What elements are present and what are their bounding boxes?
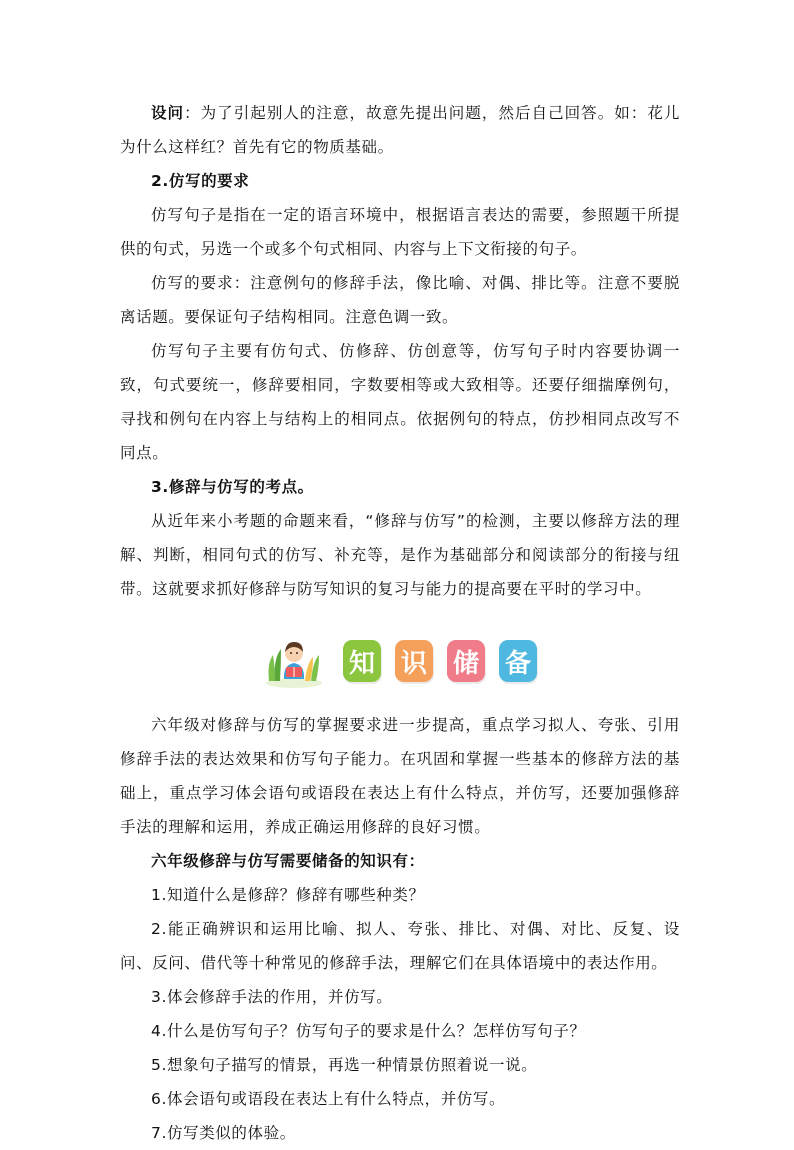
knowledge-intro-paragraph: 六年级对修辞与仿写的掌握要求进一步提高，重点学习拟人、夸张、引用修辞手法的表达效果和仿写句子能力。在巩固和掌握一些基本的修辞方法的基础上，重点学习体会语句或语段在表达上有什么特点，并仿写，还要加强修辞手法的理解和运用，养成正确运用修辞的良好习惯。 xyxy=(120,716,680,836)
section-2-paragraph-2: 仿写的要求：注意例句的修辞手法，像比喻、对偶、排比等。注意不要脱离话题。要保证句子结构相同。注意色调一致。 xyxy=(120,274,680,326)
banner-tile-chu: 储 xyxy=(447,640,485,682)
knowledge-list-heading: 六年级修辞与仿写需要储备的知识有： xyxy=(151,852,425,870)
knowledge-list-item: 4.什么是仿写句子？仿写句子的要求是什么？怎样仿写句子？ xyxy=(151,1022,586,1040)
rhetorical-question-term: 设问 xyxy=(151,104,185,122)
section-2-heading: 2.仿写的要求 xyxy=(151,172,250,190)
rhetorical-question-paragraph xyxy=(120,96,680,164)
rhetorical-question-text: ：为了引起别人的注意，故意先提出问题，然后自己回答。如：花儿为什么这样红？首先有它的物质基础。 xyxy=(120,104,680,156)
section-3-heading: 3.修辞与仿写的考点。 xyxy=(151,478,314,496)
knowledge-list-item: 6.体会语句或语段在表达上有什么特点，并仿写。 xyxy=(151,1090,506,1108)
section-2-paragraph-3: 仿写句子主要有仿句式、仿修辞、仿创意等，仿写句子时内容要协调一致，句式要统一，修辞要相同，字数要相等或大致相等。还要仔细揣摩例句，寻找和例句在内容上与结构上的相同点。依据例句的特点，仿抄相同点改写不同点。 xyxy=(120,342,680,462)
knowledge-list-item: 1.知道什么是修辞？修辞有哪些种类？ xyxy=(151,886,425,904)
knowledge-list-item: 2.能正确辨识和运用比喻、拟人、夸张、排比、对偶、对比、反复、设问、反问、借代等十种常见的修辞手法，理解它们在具体语境中的表达作用。 xyxy=(120,920,680,972)
banner-tile-zhi: 知 xyxy=(343,640,381,682)
banner-tile-bei: 备 xyxy=(499,640,537,682)
knowledge-reserve-banner xyxy=(120,624,680,698)
knowledge-list-item: 7.仿写类似的体验。 xyxy=(151,1124,296,1142)
section-2-paragraph-1: 仿写句子是指在一定的语言环境中，根据语言表达的需要，参照题干所提供的句式，另选一个或多个句式相同、内容与上下文衔接的句子。 xyxy=(120,206,680,258)
knowledge-list-item: 3.体会修辞手法的作用，并仿写。 xyxy=(151,988,393,1006)
reading-kid-icon xyxy=(263,633,325,689)
banner-tile-shi: 识 xyxy=(395,640,433,682)
knowledge-list-item: 5.想象句子描写的情景，再选一种情景仿照着说一说。 xyxy=(151,1056,538,1074)
section-3-paragraph: 从近年来小考题的命题来看，“修辞与仿写”的检测，主要以修辞方法的理解、判断，相同句式的仿写、补充等，是作为基础部分和阅读部分的衔接与纽带。这就要求抓好修辞与防写知识的复习与能力的提高要在平时的学习中。 xyxy=(120,512,680,598)
document-body xyxy=(120,96,680,1150)
